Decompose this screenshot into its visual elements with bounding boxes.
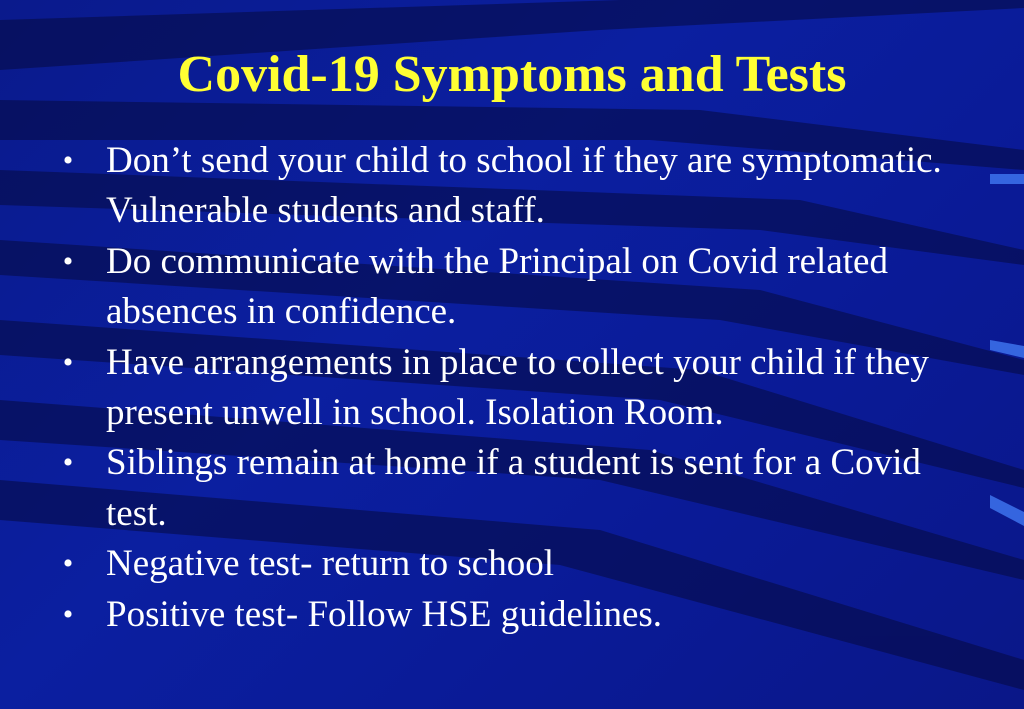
- bullet-dot-icon: •: [62, 547, 74, 581]
- bullet-text: Negative test- return to school: [106, 543, 554, 585]
- bullet-dot-icon: •: [62, 345, 74, 379]
- bullet-item: [58, 136, 958, 237]
- bullet-text: Positive test- Follow HSE guidelines.: [106, 593, 663, 635]
- bullet-item: [58, 237, 958, 338]
- bullet-dot-icon: •: [62, 244, 74, 278]
- bullet-item: [58, 438, 958, 539]
- bullet-text: Do communicate with the Principal on Covid related absences in confidence.: [106, 240, 888, 333]
- bullet-item: [58, 590, 958, 640]
- bullet-text: Don’t send your child to school if they are symptomatic. Vulnerable students and staff.: [106, 140, 942, 232]
- bullet-dot-icon: •: [62, 597, 74, 631]
- bullet-text: Siblings remain at home if a student is sent for a Covid test.: [106, 442, 921, 534]
- bullet-text: Have arrangements in place to collect your child if they present unwell in school. Isolation Room.: [106, 341, 929, 434]
- bullet-item: [58, 539, 958, 589]
- bullet-dot-icon: •: [62, 144, 74, 177]
- bullet-list: [58, 136, 958, 640]
- bullet-dot-icon: •: [62, 446, 74, 480]
- slide-title: Covid-19 Symptoms and Tests: [177, 46, 847, 103]
- bullet-item: [58, 338, 958, 439]
